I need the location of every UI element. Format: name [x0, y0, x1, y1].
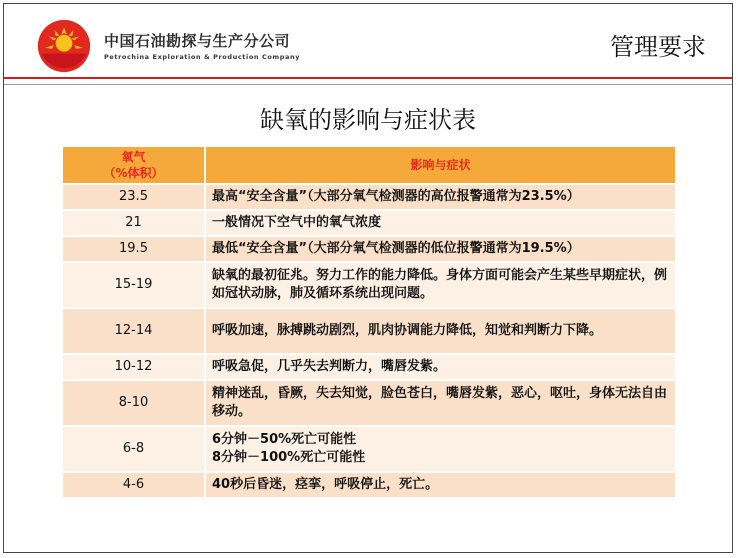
- header-divider-red: [4, 77, 732, 79]
- oxygen-cell: 6-8: [63, 427, 206, 471]
- oxygen-cell: 12-14: [63, 309, 206, 353]
- effect-cell: 最高“安全含量”（大部分氧气检测器的高位报警通常为23.5%）: [206, 185, 675, 209]
- oxygen-cell: 8-10: [63, 381, 206, 425]
- effect-cell: 6分钟－50%死亡可能性 8分钟－100%死亡可能性: [206, 427, 675, 471]
- effect-cell: 最低“安全含量”（大部分氧气检测器的低位报警通常为19.5%）: [206, 237, 675, 261]
- effect-cell: 缺氧的最初征兆。努力工作的能力降低。身体方面可能会产生某些早期症状，例如冠状动脉，肺及循环系统出现问题。: [206, 263, 675, 307]
- company-name-en: Petrochina Exploration & Production Company: [104, 53, 301, 61]
- petrochina-logo-icon: [36, 18, 92, 74]
- effect-cell: 呼吸急促，几乎失去判断力，嘴唇发紫。: [206, 355, 675, 379]
- oxygen-cell: 19.5: [63, 237, 206, 261]
- effect-cell: 精神迷乱，昏厥，失去知觉，脸色苍白，嘴唇发紫，恶心，呕吐，身体无法自由移动。: [206, 381, 675, 425]
- symptom-table: [63, 145, 675, 499]
- table-row: [63, 473, 675, 497]
- effect-cell: 呼吸加速，脉搏跳动剧烈，肌肉协调能力降低，知觉和判断力下降。: [206, 309, 675, 353]
- table-row: [63, 355, 675, 379]
- page-title: 缺氧的影响与症状表: [260, 106, 476, 134]
- table-row: [63, 211, 675, 235]
- effect-cell: 一般情况下空气中的氧气浓度: [206, 211, 675, 235]
- table-row: [63, 381, 675, 425]
- table-row: [63, 427, 675, 471]
- oxygen-cell: 23.5: [63, 185, 206, 209]
- slide: [3, 3, 733, 553]
- table-row: [63, 263, 675, 307]
- table-header-row: [63, 147, 675, 183]
- table-row: [63, 309, 675, 353]
- oxygen-cell: 21: [63, 211, 206, 235]
- header-divider-gray: [4, 84, 732, 85]
- section-title: 管理要求: [610, 33, 706, 61]
- company-name-cn: 中国石油勘探与生产分公司: [104, 32, 291, 50]
- effect-cell: 40秒后昏迷，痉挛，呼吸停止，死亡。: [206, 473, 675, 497]
- column-header-effect: 影响与症状: [206, 147, 675, 183]
- oxygen-cell: 10-12: [63, 355, 206, 379]
- table-row: [63, 237, 675, 261]
- oxygen-cell: 4-6: [63, 473, 206, 497]
- table-row: [63, 185, 675, 209]
- oxygen-cell: 15-19: [63, 263, 206, 307]
- column-header-oxygen: 氧气 （%体积）: [63, 147, 206, 183]
